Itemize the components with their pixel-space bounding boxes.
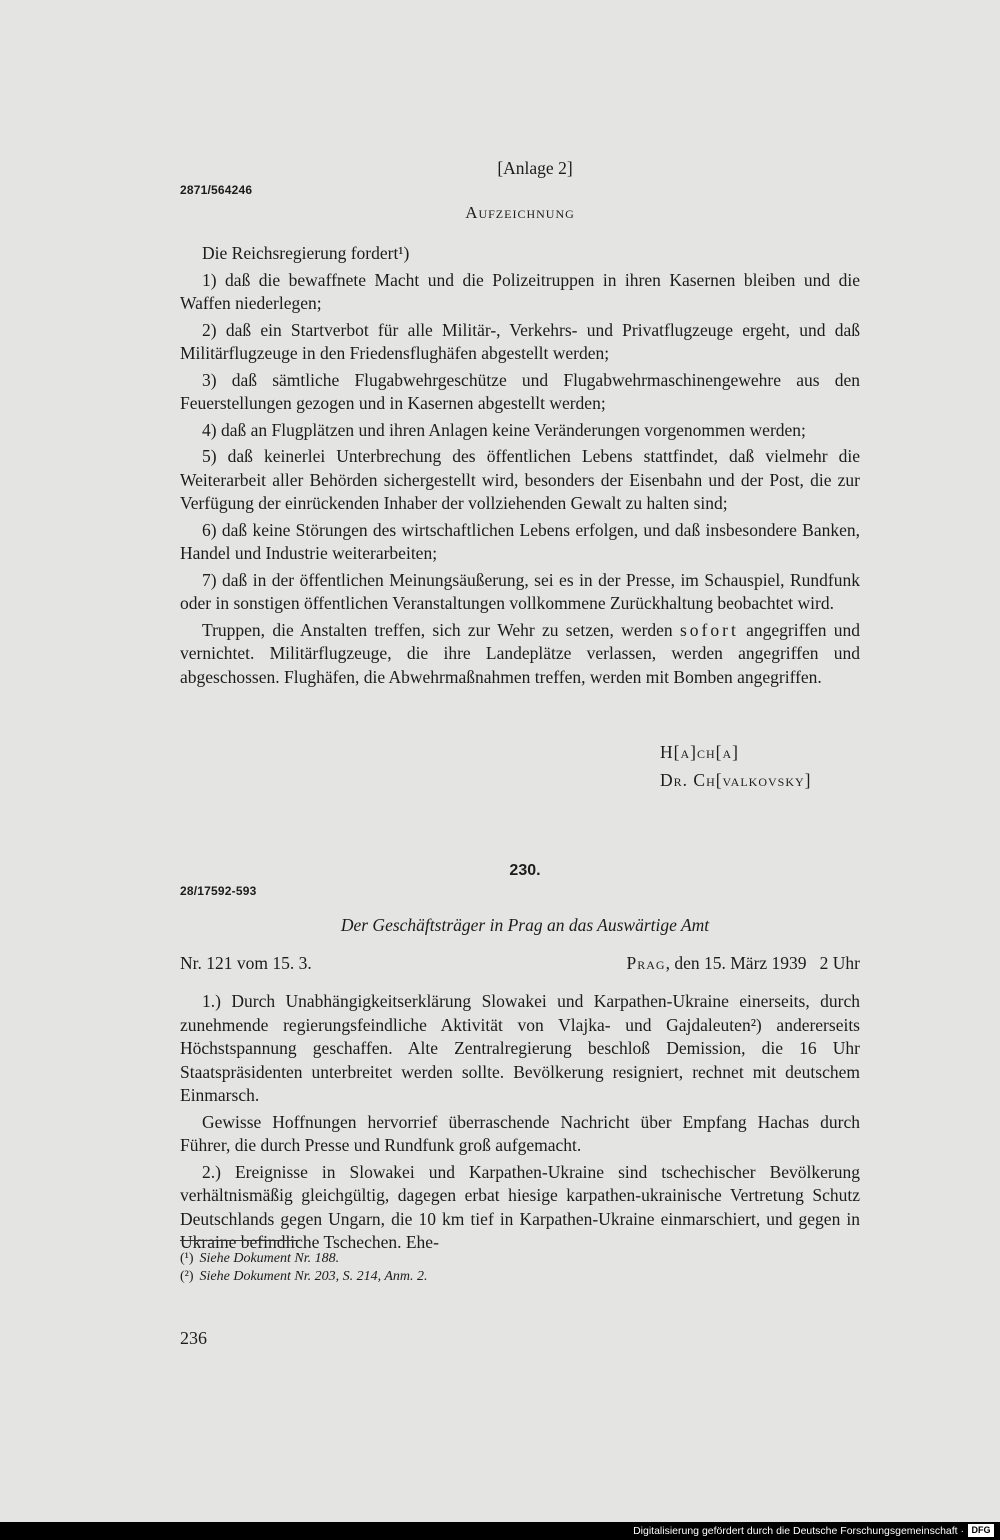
demand-item: 1) daß die bewaffnete Macht und die Polizeitruppen in ihren Kasernen bleiben und die Waffen niederlegen; bbox=[180, 269, 860, 313]
footnotes bbox=[180, 1250, 860, 1286]
signature-hacha: H[a]ch[a] bbox=[660, 742, 739, 762]
document-title: Der Geschäftsträger in Prag an das Auswärtige Amt bbox=[340, 915, 710, 935]
demand-item: 4) daß an Flugplätzen und ihren Anlagen keine Veränderungen vorgenommen werden; bbox=[202, 419, 806, 440]
demand-item: 7) daß in der öffentlichen Meinungsäußerung, sei es in der Presse, im Schauspiel, Rundfunk oder in sonstigen öffentlichen Veranstaltungen vollkommene Zurückhaltung beobachtet wird. bbox=[180, 569, 860, 613]
anlage-heading: [Anlage 2] bbox=[497, 158, 573, 178]
telegram-date bbox=[627, 953, 860, 974]
archive-reference-1: 2871/564246 bbox=[180, 183, 253, 197]
demand-item: 3) daß sämtliche Flugabwehrgeschütze und Flugabwehrmaschinengewehre aus den Feuerstellungen gezogen und in Kasernen abgestellt werden; bbox=[180, 369, 860, 413]
closing-text-start: Truppen, die Anstalten treffen, sich zur Wehr zu setzen, werden bbox=[202, 619, 673, 640]
footnote-number: (²) bbox=[180, 1269, 194, 1284]
footnote-item bbox=[180, 1268, 860, 1286]
demand-item: 6) daß keine Störungen des wirtschaftlichen Lebens erfolgen, und daß insbesondere Banken, Handel und Industrie weiterarbeiten; bbox=[180, 519, 860, 563]
telegram-number: Nr. 121 vom 15. 3. bbox=[180, 953, 312, 973]
closing-emphasis: sofort bbox=[679, 619, 739, 640]
telegram-paragraph: 1.) Durch Unabhängigkeitserklärung Slowakei und Karpathen-Ukraine einerseits, durch zunehmende regierungsfeindliche Aktivität von Vlajka- und Gajdaleuten²) andererseits Höchstspannung geschaffen. Alte Zentralregierung beschloß Demission, die 16 Uhr Staatspräsidenten unterbreitet werden sollte. Bevölkerung resigniert, rechnet mit deutschem Einmarsch. bbox=[180, 991, 860, 1105]
telegram-date-text: , den 15. März 1939 2 Uhr bbox=[665, 953, 860, 973]
telegram-body bbox=[180, 990, 860, 1255]
page-number: 236 bbox=[180, 1328, 207, 1348]
demands-intro: Die Reichsregierung fordert¹) bbox=[202, 243, 410, 263]
demands-block bbox=[180, 242, 860, 689]
footer-credit: Digitalisierung gefördert durch die Deutsche Forschungsgemeinschaft · bbox=[633, 1525, 964, 1537]
archive-reference-2: 28/17592-593 bbox=[180, 884, 257, 898]
telegram-paragraph: Gewisse Hoffnungen hervorrief überraschende Nachricht über Empfang Hachas durch Führer, die durch Presse und Rundfunk groß aufgemacht. bbox=[180, 1111, 860, 1155]
telegram-paragraph: 2.) Ereignisse in Slowakei und Karpathen-Ukraine sind tschechischer Bevölkerung verhältnismäßig gleichgültig, dagegen erbat hiesige karpathen-ukrainische Vertretung Schutz Deutschlands gegen Ungarn, die 10 km tief in Karpathen-Ukraine einmarschiert, und gegen in Ukraine befindliche Tschechen. Ehe- bbox=[180, 1161, 860, 1252]
demand-item: 5) daß keinerlei Unterbrechung des öffentlichen Lebens stattfindet, daß vielmehr die Weiterarbeit aller Behörden sichergestellt wird, besonders der Eisenbahn und der Post, die zur Verfügung der einrückenden Inhaber der vollziehenden Gewalt zu halten sind; bbox=[180, 446, 860, 513]
footnote-number: (¹) bbox=[180, 1251, 194, 1266]
closing-text-end: angegriffen und vernichtet. Militärflugzeuge, die ihre Landeplätze verlassen, werden angegriffen und abgeschossen. Flughäfen, die Abwehrmaßnahmen treffen, werden mit Bomben angegriffen. bbox=[180, 619, 860, 687]
footnote-text: Siehe Dokument Nr. 188. bbox=[199, 1251, 340, 1266]
footnote-text: Siehe Dokument Nr. 203, S. 214, Anm. 2. bbox=[199, 1269, 428, 1284]
dfg-logo-icon: DFG bbox=[968, 1524, 994, 1537]
footnote-item bbox=[180, 1250, 860, 1268]
telegram-header bbox=[180, 953, 860, 974]
telegram-place: Prag bbox=[626, 953, 666, 973]
document-number: 230. bbox=[509, 862, 541, 879]
footnote-rule bbox=[180, 1240, 300, 1241]
closing-paragraph bbox=[180, 619, 860, 690]
signature-chvalkovsky: Dr. Ch[valkovsky] bbox=[660, 770, 812, 790]
aufzeichnung-heading: Aufzeichnung bbox=[465, 203, 575, 222]
signature-block bbox=[660, 738, 860, 794]
demand-item: 2) daß ein Startverbot für alle Militär-, Verkehrs- und Privatflugzeuge ergeht, und daß Militärflugzeuge in den Friedensflughäfen abgestellt werden; bbox=[180, 319, 860, 363]
